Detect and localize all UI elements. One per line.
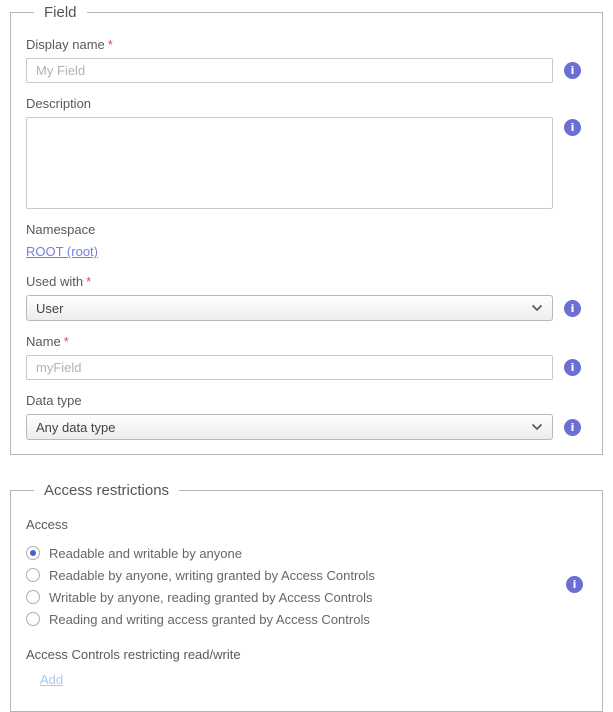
access-option-label: Writable by anyone, reading granted by Access Controls: [49, 589, 373, 605]
used-with-label: Used with *: [26, 274, 92, 289]
info-icon[interactable]: i: [564, 62, 581, 79]
access-radio-0[interactable]: [26, 546, 40, 560]
add-access-control-link[interactable]: Add: [40, 672, 64, 687]
access-option-row[interactable]: [26, 586, 587, 608]
access-radio-1[interactable]: [26, 568, 40, 582]
description-textarea[interactable]: [26, 117, 553, 209]
info-icon[interactable]: i: [564, 300, 581, 317]
info-icon[interactable]: i: [566, 576, 583, 593]
access-restrictions-legend: Access restrictions: [44, 482, 170, 499]
access-radio-3[interactable]: [26, 612, 40, 626]
used-with-selected-value: User: [36, 300, 64, 316]
data-type-select[interactable]: [26, 414, 553, 440]
data-type-label: Data type: [26, 393, 82, 408]
access-label: Access: [26, 517, 68, 532]
required-marker: *: [63, 334, 69, 349]
used-with-select[interactable]: [26, 295, 553, 321]
namespace-label: Namespace: [26, 222, 96, 237]
access-restrictions-section: [10, 482, 603, 712]
info-icon[interactable]: i: [564, 119, 581, 136]
required-marker: *: [107, 37, 113, 52]
name-label: Name *: [26, 334, 69, 349]
access-radio-group: [26, 542, 587, 630]
access-option-label: Readable by anyone, writing granted by Access Controls: [49, 567, 375, 583]
access-controls-label: Access Controls restricting read/write: [26, 647, 241, 662]
access-option-label: Reading and writing access granted by Access Controls: [49, 611, 370, 627]
access-radio-2[interactable]: [26, 590, 40, 604]
chevron-down-icon: [531, 304, 543, 312]
field-section-legend: Field: [44, 4, 77, 21]
access-option-row[interactable]: [26, 608, 587, 630]
info-icon[interactable]: i: [564, 359, 581, 376]
required-marker: *: [86, 274, 92, 289]
display-name-input[interactable]: [26, 58, 553, 83]
info-icon[interactable]: i: [564, 419, 581, 436]
name-input[interactable]: [26, 355, 553, 380]
display-name-label: Display name *: [26, 37, 113, 52]
data-type-selected-value: Any data type: [36, 419, 116, 435]
access-option-row[interactable]: [26, 542, 587, 564]
namespace-root-link[interactable]: ROOT (root): [26, 244, 98, 259]
field-section: [10, 4, 603, 455]
access-option-row[interactable]: [26, 564, 587, 586]
chevron-down-icon: [531, 423, 543, 431]
access-option-label: Readable and writable by anyone: [49, 545, 242, 561]
description-label: Description: [26, 96, 92, 111]
